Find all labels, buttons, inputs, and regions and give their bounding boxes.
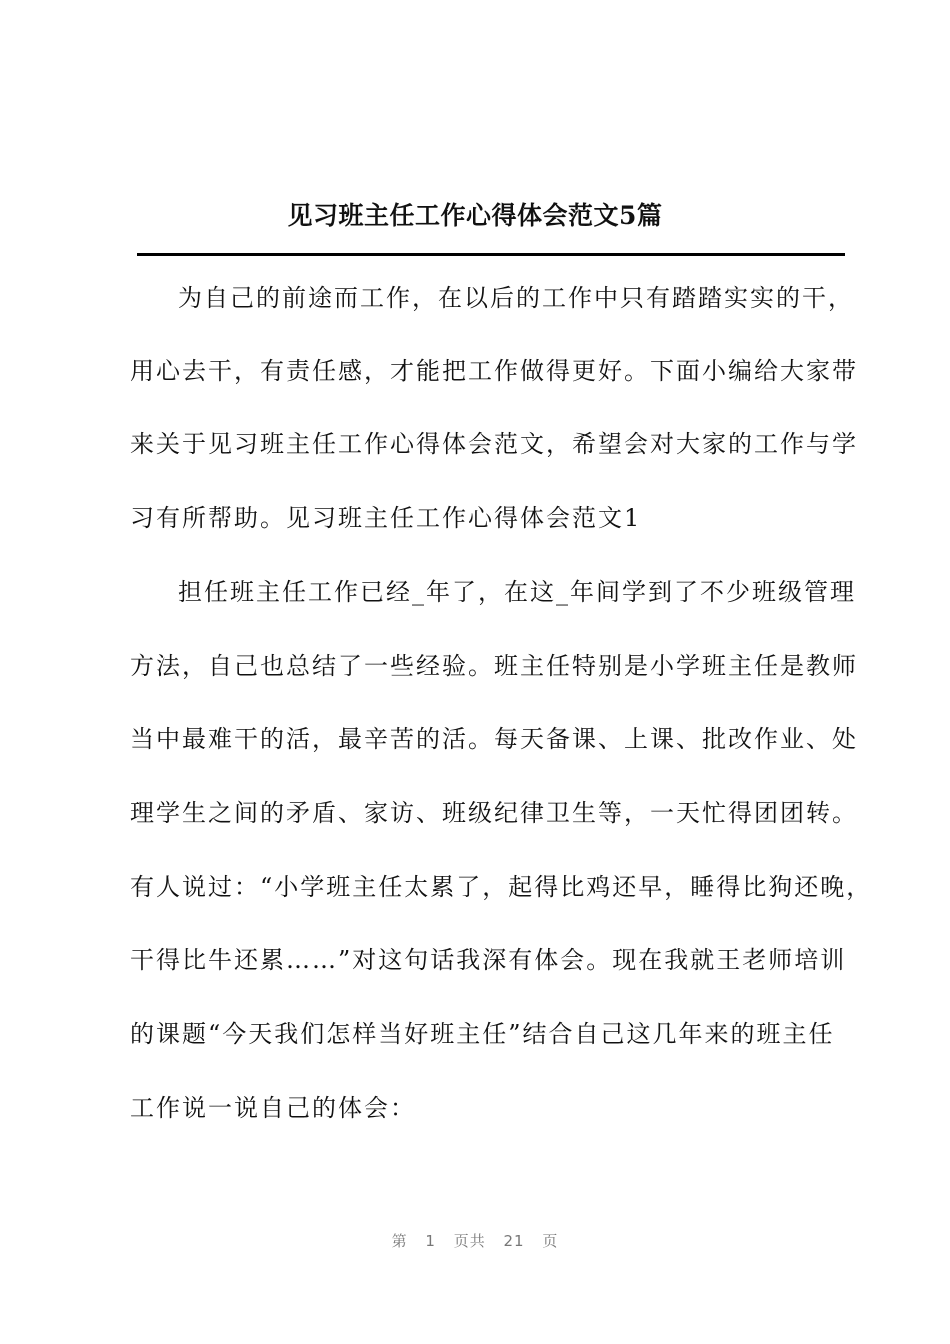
body-line: 工作说一说自己的体会： xyxy=(130,1094,416,1122)
body-line: 有人说过：“小学班主任太累了，起得比鸡还早，睡得比狗还晚， xyxy=(130,873,873,901)
footer-suffix: 页 xyxy=(542,1232,559,1250)
body-line: 当中最难干的活，最辛苦的活。每天备课、上课、批改作业、处 xyxy=(130,725,858,753)
body-line: 为自己的前途而工作，在以后的工作中只有踏踏实实的干， xyxy=(178,284,854,312)
body-line: 方法，自己也总结了一些经验。班主任特别是小学班主任是教师 xyxy=(130,652,858,680)
body-line: 理学生之间的矛盾、家访、班级纪律卫生等，一天忙得团团转。 xyxy=(130,799,858,827)
footer-middle: 页共 xyxy=(453,1232,486,1250)
page-footer xyxy=(0,1230,950,1251)
footer-prefix: 第 xyxy=(391,1232,408,1250)
body-line: 的课题“今天我们怎样当好班主任”结合自己这几年来的班主任 xyxy=(130,1020,835,1048)
footer-page-number: 1 xyxy=(425,1232,436,1250)
body-line: 担任班主任工作已经_年了，在这_年间学到了不少班级管理 xyxy=(178,578,856,606)
body-line: 干得比牛还累……”对这句话我深有体会。现在我就王老师培训 xyxy=(130,946,847,974)
body-line: 来关于见习班主任工作心得体会范文，希望会对大家的工作与学 xyxy=(130,430,858,458)
title-divider xyxy=(137,253,845,256)
body-line: 用心去干，有责任感，才能把工作做得更好。下面小编给大家带 xyxy=(130,357,858,385)
body-line: 习有所帮助。见习班主任工作心得体会范文1 xyxy=(130,504,642,532)
document-title: 见习班主任工作心得体会范文5篇 xyxy=(287,201,663,230)
footer-total-pages: 21 xyxy=(503,1232,525,1250)
